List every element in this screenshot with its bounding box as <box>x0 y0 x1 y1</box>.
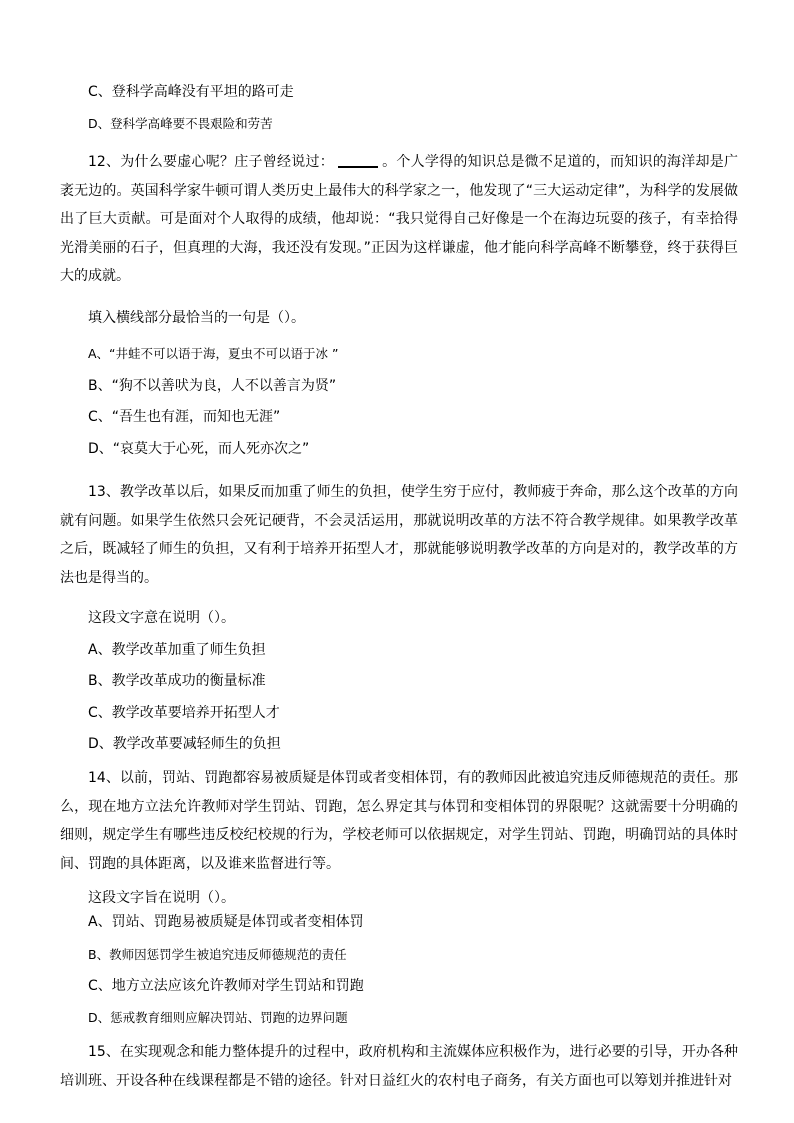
q14-option-c: C、地方立法应该允许教师对学生罚站和罚跑 <box>88 978 364 994</box>
q12-text-before: 12、为什么要虚心呢？庄子曾经说过： <box>88 154 334 170</box>
q14-option-a: A、罚站、罚跑易被质疑是体罚或者变相体罚 <box>88 914 364 930</box>
q13-prompt: 这段文字意在说明（）。 <box>88 610 235 626</box>
q14-prompt: 这段文字旨在说明（）。 <box>88 890 235 906</box>
q11-option-c: C、登科学高峰没有平坦的路可走 <box>88 84 294 100</box>
q12-option-d: D、“哀莫大于心死，而人死亦次之” <box>88 441 310 457</box>
q12-stem <box>60 148 738 291</box>
q14-text: 14、以前，罚站、罚跑都容易被质疑是体罚或者变相体罚，有的教师因此被追究违反师德规范的责任。那么，现在地方立法允许教师对学生罚站、罚跑，怎么界定其与体罚和变相体罚的界限呢？这就需要十分明确的细则，规定学生有哪些违反校纪校规的行为，学校老师可以依据规定，对学生罚站、罚跑，明确罚站的具体时间、罚跑的具体距离，以及谁来监督进行等。 <box>60 770 738 872</box>
q14-option-d: D、惩戒教育细则应解决罚站、罚跑的边界问题 <box>88 1010 348 1025</box>
q15-text: 15、在实现观念和能力整体提升的过程中，政府机构和主流媒体应积极作为，进行必要的引导，开办各种培训班、开设各种在线课程都是不错的途径。针对日益红火的农村电子商务，有关方面也可以筹划并推进针对 <box>60 1044 738 1089</box>
q12-prompt: 填入横线部分最恰当的一句是（）。 <box>88 310 305 326</box>
q12-option-a: A、“井蛙不可以语于海，夏虫不可以语于冰 ” <box>88 346 339 361</box>
q13-option-c: C、教学改革要培养开拓型人才 <box>88 705 280 721</box>
q13-text: 13、教学改革以后，如果反而加重了师生的负担，使学生穷于应付，教师疲于奔命，那么这个改革的方向就有问题。如果学生依然只会死记硬背，不会灵活运用，那就说明改革的方法不符合教学规律。如果教学改革之后，既减轻了师生的负担，又有利于培养开拓型人才，那就能够说明教学改革的方向是对的，教学改革的方法也是得当的。 <box>60 484 738 586</box>
q13-option-a: A、教学改革加重了师生负担 <box>88 642 266 658</box>
fill-in-blank <box>338 152 378 168</box>
q12-option-b: B、“狗不以善吠为良，人不以善言为贤” <box>88 378 337 394</box>
q13-stem <box>60 478 738 592</box>
q14-stem <box>60 764 738 878</box>
q13-option-d: D、教学改革要减轻师生的负担 <box>88 736 281 752</box>
q13-option-b: B、教学改革成功的衡量标准 <box>88 673 266 689</box>
q12-text-after: 。个人学得的知识总是微不足道的，而知识的海洋却是广袤无边的。英国科学家牛顿可谓人类历史上最伟大的科学家之一，他发现了“三大运动定律”，为科学的发展做出了巨大贡献。可是面对个人取得的成绩，他却说：“我只觉得自己好像是一个在海边玩耍的孩子，有幸拾得光滑美丽的石子，但真理的大海，我还没有发现。”正因为这样谦虚，他才能向科学高峰不断攀登，终于获得巨大的成就。 <box>60 154 738 285</box>
q12-option-c: C、“吾生也有涯，而知也无涯” <box>88 409 281 425</box>
q14-option-b: B、教师因惩罚学生被追究违反师德规范的责任 <box>88 947 347 962</box>
q15-stem <box>60 1038 738 1095</box>
q11-option-d: D、登科学高峰要不畏艰险和劳苦 <box>88 116 273 131</box>
